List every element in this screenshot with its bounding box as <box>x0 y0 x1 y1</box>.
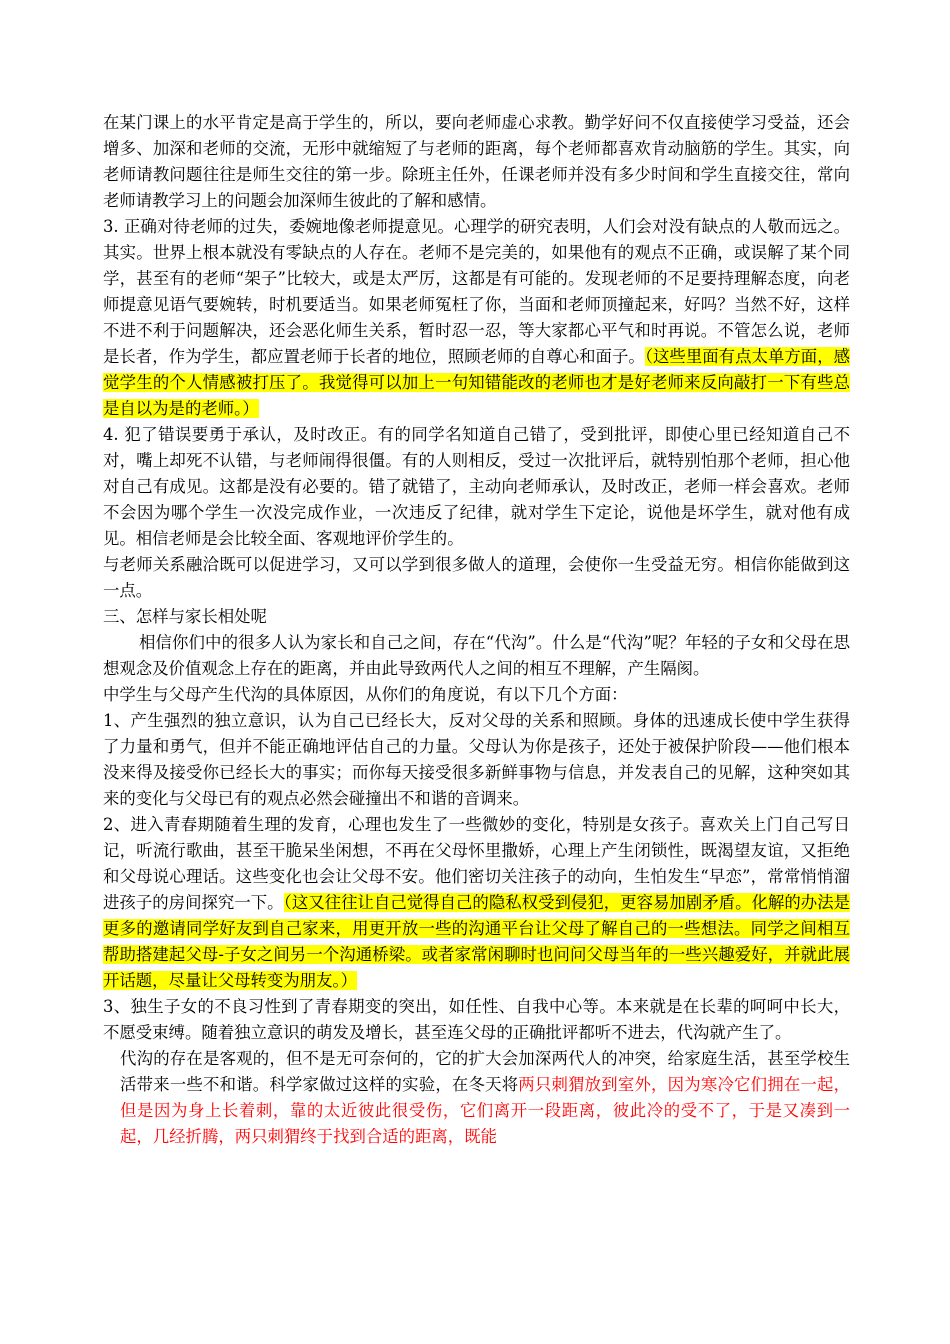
highlighted-comment-1: （这些里面有点太单方面，感觉学生的个人情感被打压了。我觉得可以加上一句知错能改的老师也才是好老师来反向敲打一下有些总是自以为是的老师。） <box>103 347 850 418</box>
point-3-text: 3. 正确对待老师的过失，委婉地像老师提意见。心理学的研究表明，人们会对没有缺点的人敬而远之。其实。世界上根本就没有零缺点的人存在。老师不是完美的，如果他有的观点不正确，或误解了某个同学，甚至有的老师“架子”比较大，或是太严厉，这都是有可能的。发现老师的不足要持理解态度，向老师提意见语气要婉转，时机要适当。如果老师冤枉了你，当面和老师顶撞起来，好吗？当然不好，这样不进不利于问题解决，还会恶化师生关系，暂时忍一忍，等大家都心平气和时再说。不管怎么说，老师是长者，作为学生，都应置老师于长者的地位，照顾老师的自尊心和面子。 <box>103 217 850 366</box>
paragraph-reason-3: 3、独生子女的不良习性到了青春期变的突出，如任性、自我中心等。本来就是在长辈的呵呵中长大，不愿受束缚。随着独立意识的萌发及增长，甚至连父母的正确批评都听不进去，代沟就产生了。 <box>103 997 850 1042</box>
section-heading-parents: 三、怎样与家长相处呢 <box>103 607 267 626</box>
paragraph-reason-1: 1、产生强烈的独立意识，认为自己已经长大，反对父母的关系和照顾。身体的迅速成长使中学生获得了力量和勇气，但并不能正确地评估自己的力量。父母认为你是孩子，还处于被保护阶段——他们根本没来得及接受你已经长大的事实；而你每天接受很多新鲜事物与信息，并发表自己的见解，这种突如其来的变化与父母已有的观点必然会碰撞出不和谐的音调来。 <box>103 711 850 808</box>
paragraph-teacher-study: 在某门课上的水平肯定是高于学生的，所以，要向老师虚心求教。勤学好问不仅直接使学习受益，还会增多、加深和老师的交流，无形中就缩短了与老师的距离，每个老师都喜欢肯动脑筋的学生。其实，向老师请教问题往往是师生交往的第一步。除班主任外，任课老师并没有多少时间和学生直接交往，常向老师请教学习上的问题会加深师生彼此的了解和感情。 <box>103 113 850 210</box>
paragraph-reason-2 <box>103 812 850 994</box>
paragraph-generation-gap: 相信你们中的很多人认为家长和自己之间，存在“代沟”。什么是“代沟”呢？年轻的子女和父母在思想观念及价值观念上存在的距离，并由此导致两代人之间的相互不理解，产生隔阂。 <box>103 633 850 678</box>
hedgehog-intro-text: 代沟的存在是客观的，但不是无可奈何的，它的扩大会加深两代人的冲突，给家庭生活，甚至学校生活带来一些不和谐。科学家做过这样的实验，在冬天将 <box>120 1049 850 1094</box>
document-page <box>103 110 850 1150</box>
hedgehog-red-text: 两只刺猬放到室外，因为寒冷它们拥在一起，但是因为身上长着刺，靠的太近彼此很受伤，它们离开一段距离，彼此冷的受不了，于是又凑到一起，几经折腾，两只刺猬终于找到合适的距离，既能 <box>120 1075 851 1146</box>
paragraph-point-3 <box>103 214 850 422</box>
paragraph-teacher-summary: 与老师关系融洽既可以促进学习，又可以学到很多做人的道理，会使你一生受益无穷。相信你能做到这一点。 <box>103 555 850 600</box>
paragraph-point-4: 4. 犯了错误要勇于承认，及时改正。有的同学名知道自己错了，受到批评，即使心里已经知道自己不对，嘴上却死不认错，与老师闹得很僵。有的人则相反，受过一次批评后，就特别怕那个老师，担心他对自己有成见。这都是没有必要的。错了就错了，主动向老师承认，及时改正，老师一样会喜欢。老师不会因为哪个学生一次没完成作业，一次违反了纪律，就对学生下定论，说他是坏学生，就对他有成见。相信老师是会比较全面、客观地评价学生的。 <box>103 425 850 548</box>
paragraph-reasons-intro: 中学生与父母产生代沟的具体原因，从你们的角度说，有以下几个方面： <box>103 685 628 704</box>
reason-2-text: 2、进入青春期随着生理的发育，心理也发生了一些微妙的变化，特别是女孩子。喜欢关上门自己写日记，听流行歌曲，甚至干脆呆坐闲想，不再在父母怀里撒娇，心理上产生闭锁性，既渴望友谊，又拒绝和父母说心理话。这些变化也会让父母不安。他们密切关注孩子的动向，生怕发生“早恋”，常常悄悄溜进孩子的房间探究一下。 <box>103 815 850 912</box>
highlighted-comment-2: （这又往往让自己觉得自己的隐私权受到侵犯，更容易加剧矛盾。化解的办法是更多的邀请同学好友到自己家来，用更开放一些的沟通平台让父母了解自己的一些想法。同学之间相互帮助搭建起父母-子女之间另一个沟通桥梁。或者家常闲聊时也问问父母当年的一些兴趣爱好，并就此展开话题，尽量让父母转变为朋友。） <box>103 893 851 990</box>
paragraph-hedgehog <box>103 1046 850 1150</box>
